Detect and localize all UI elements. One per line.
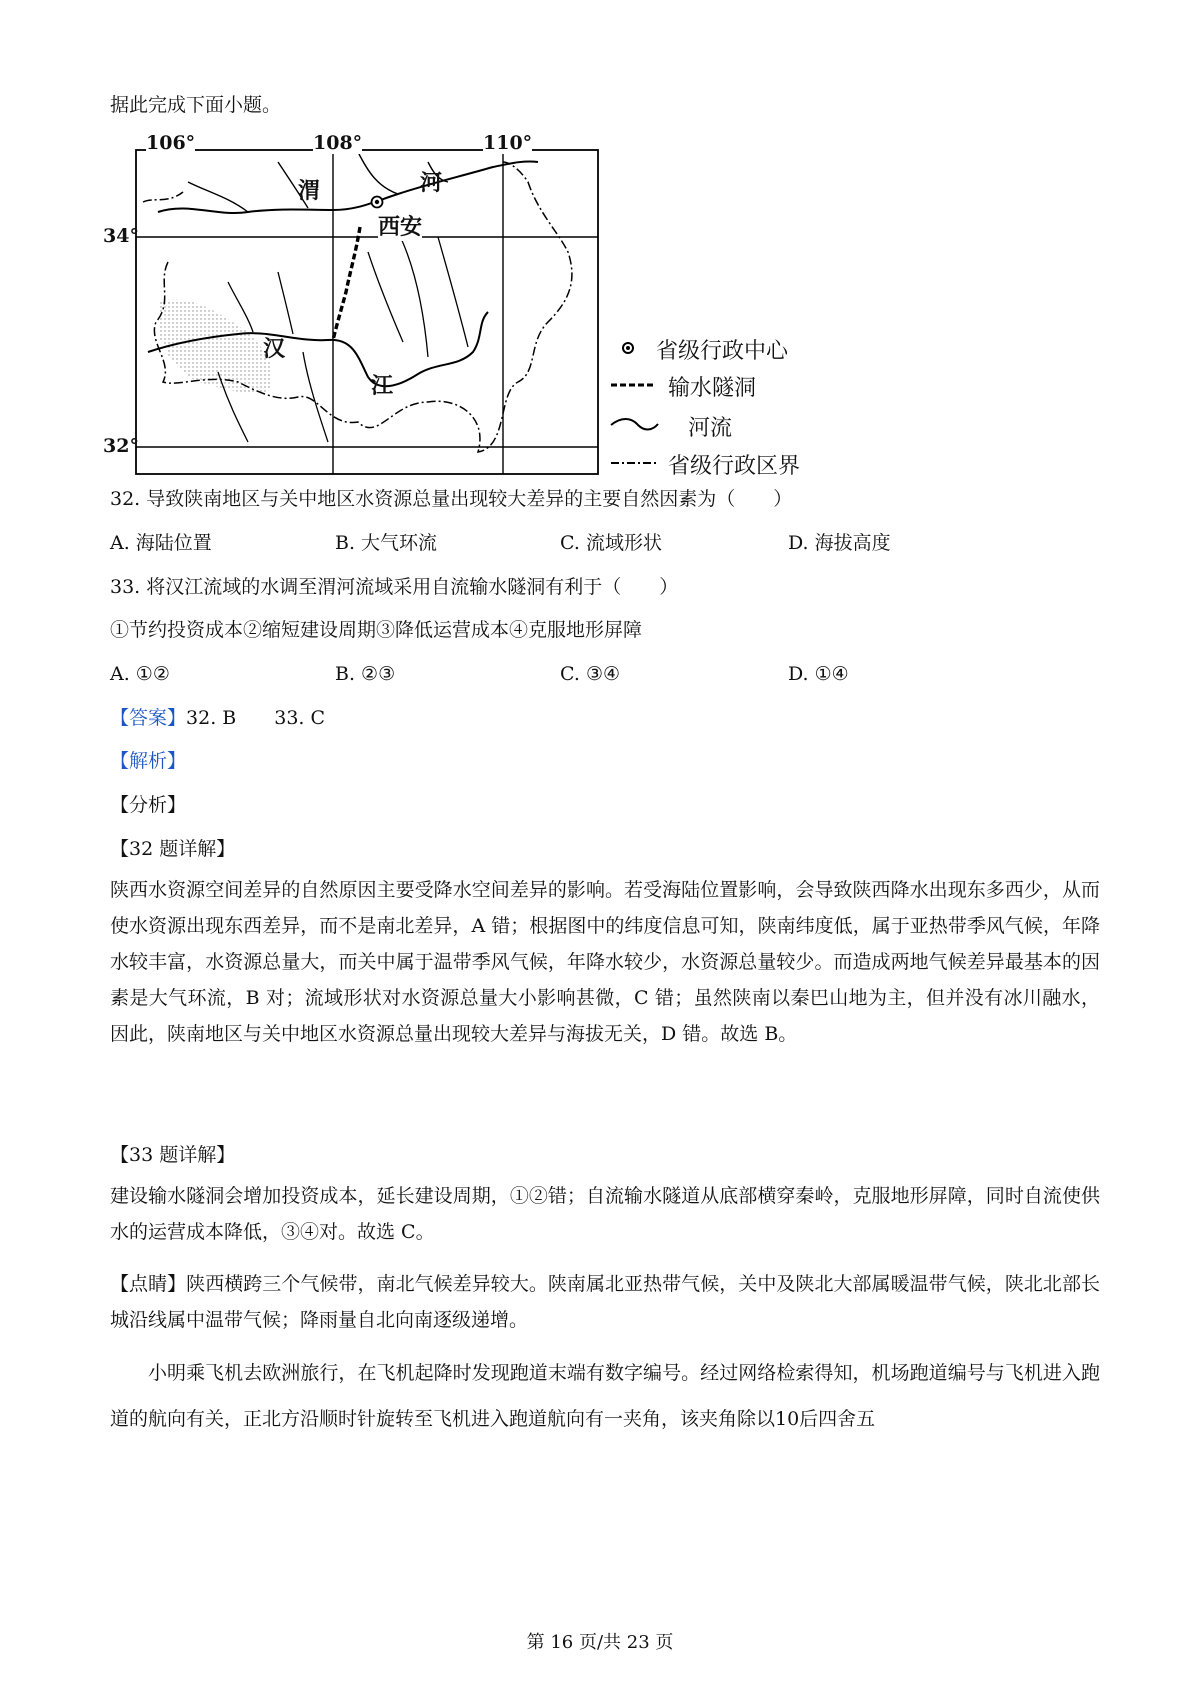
legend-label-boundary: 省级行政区界: [668, 454, 801, 479]
q33-option-d: D. ①④: [788, 663, 849, 685]
answer-tag: 【答案】: [110, 707, 187, 729]
analysis-tag: 【解析】: [110, 750, 187, 772]
lat-label-32: 32°: [103, 435, 139, 457]
q33-option-a: A. ①②: [110, 663, 170, 685]
d33-title: 【33 题详解】: [110, 1144, 236, 1166]
intro-text: 据此完成下面小题。: [110, 94, 282, 116]
lon-label-108: 108°: [313, 132, 363, 154]
jiang-label: 江: [371, 374, 394, 399]
wei-label: 渭: [298, 179, 321, 204]
d33-text: 建设输水隧洞会增加投资成本，延长建设周期，①②错；自流输水隧道从底部横穿秦岭，克服地形屏障，同时自流使供水的运营成本降低，③④对。故选 C。: [110, 1185, 1100, 1243]
d32-text: 陕西水资源空间差异的自然原因主要受降水空间差异的影响。若受海陆位置影响，会导致陕西降水出现东多西少，从而使水资源出现东西差异，而不是南北差异，A 错；根据图中的纬度信息可知，陕南纬度低，属于亚热带季风气候，年降水较丰富，水资源总量大，而关中属于温带季风气候，年降水较少，水资源总量较少。而造成两地气候差异最基本的因素是大气环流，B 对；流域形状对水资源总量大小影响甚微，C 错；虽然陕南以秦巴山地为主，但并没有冰川融水，因此，陕南地区与关中地区水资源总量出现较大差异与海拔无关，D 错。故选 B。: [110, 879, 1100, 1045]
capital-dot-icon: [623, 343, 633, 353]
answer-line: [110, 705, 325, 731]
page-footer: 第 16 页/共 23 页: [526, 1632, 674, 1653]
q33-choices: ①节约投资成本②缩短建设周期③降低运营成本④克服地形屏障: [110, 619, 643, 641]
legend-label-capital: 省级行政中心: [656, 339, 789, 364]
fenxi-tag: 【分析】: [110, 794, 187, 816]
lat-label-34: 34°: [103, 225, 139, 247]
legend-label-tunnel: 输水隧洞: [668, 376, 757, 401]
lon-label-106: 106°: [146, 132, 196, 154]
legend-label-river: 河流: [688, 416, 733, 441]
dianjing-text: 【点睛】陕西横跨三个气候带，南北气候差异较大。陕南属北亚热带气候，关中及陕北大部属暖温带气候，陕北北部长城沿线属中温带气候；降雨量自北向南逐级递增。: [110, 1273, 1100, 1331]
q33-option-c: C. ③④: [560, 663, 621, 685]
map-figure: [103, 132, 898, 522]
q32-option-c: C. 流域形状: [560, 532, 662, 554]
xian-label: 西安: [378, 210, 422, 241]
han-label: 汉: [263, 337, 286, 362]
q33-option-b: B. ②③: [335, 663, 396, 685]
q33-stem: 33. 将汉江流域的水调至渭河流域采用自流输水隧洞有利于（ ）: [110, 576, 679, 598]
answer-text: 32. B 33. C: [186, 707, 326, 729]
province-boundary: [143, 162, 572, 452]
q32-stem: 32. 导致陕南地区与关中地区水资源总量出现较大差异的主要自然因素为（ ）: [110, 488, 793, 510]
wei-river: [158, 161, 538, 213]
next-passage: 小明乘飞机去欧洲旅行，在飞机起降时发现跑道末端有数字编号。经过网络检索得知，机场跑道编号与飞机进入跑道的航向有关，正北方沿顺时针旋转至飞机进入跑道航向有一夹角，该夹角除以10后四舍五: [110, 1362, 1100, 1430]
d32-title: 【32 题详解】: [110, 838, 236, 860]
q32-option-d: D. 海拔高度: [788, 532, 891, 554]
q32-option-b: B. 大气环流: [335, 532, 438, 554]
han-tributaries: [218, 232, 468, 442]
water-tunnel: [333, 227, 360, 340]
river-wave-icon: [611, 419, 658, 429]
he-label: 河: [420, 171, 443, 196]
q32-option-a: A. 海陆位置: [110, 532, 212, 554]
lon-label-110: 110°: [483, 132, 533, 154]
